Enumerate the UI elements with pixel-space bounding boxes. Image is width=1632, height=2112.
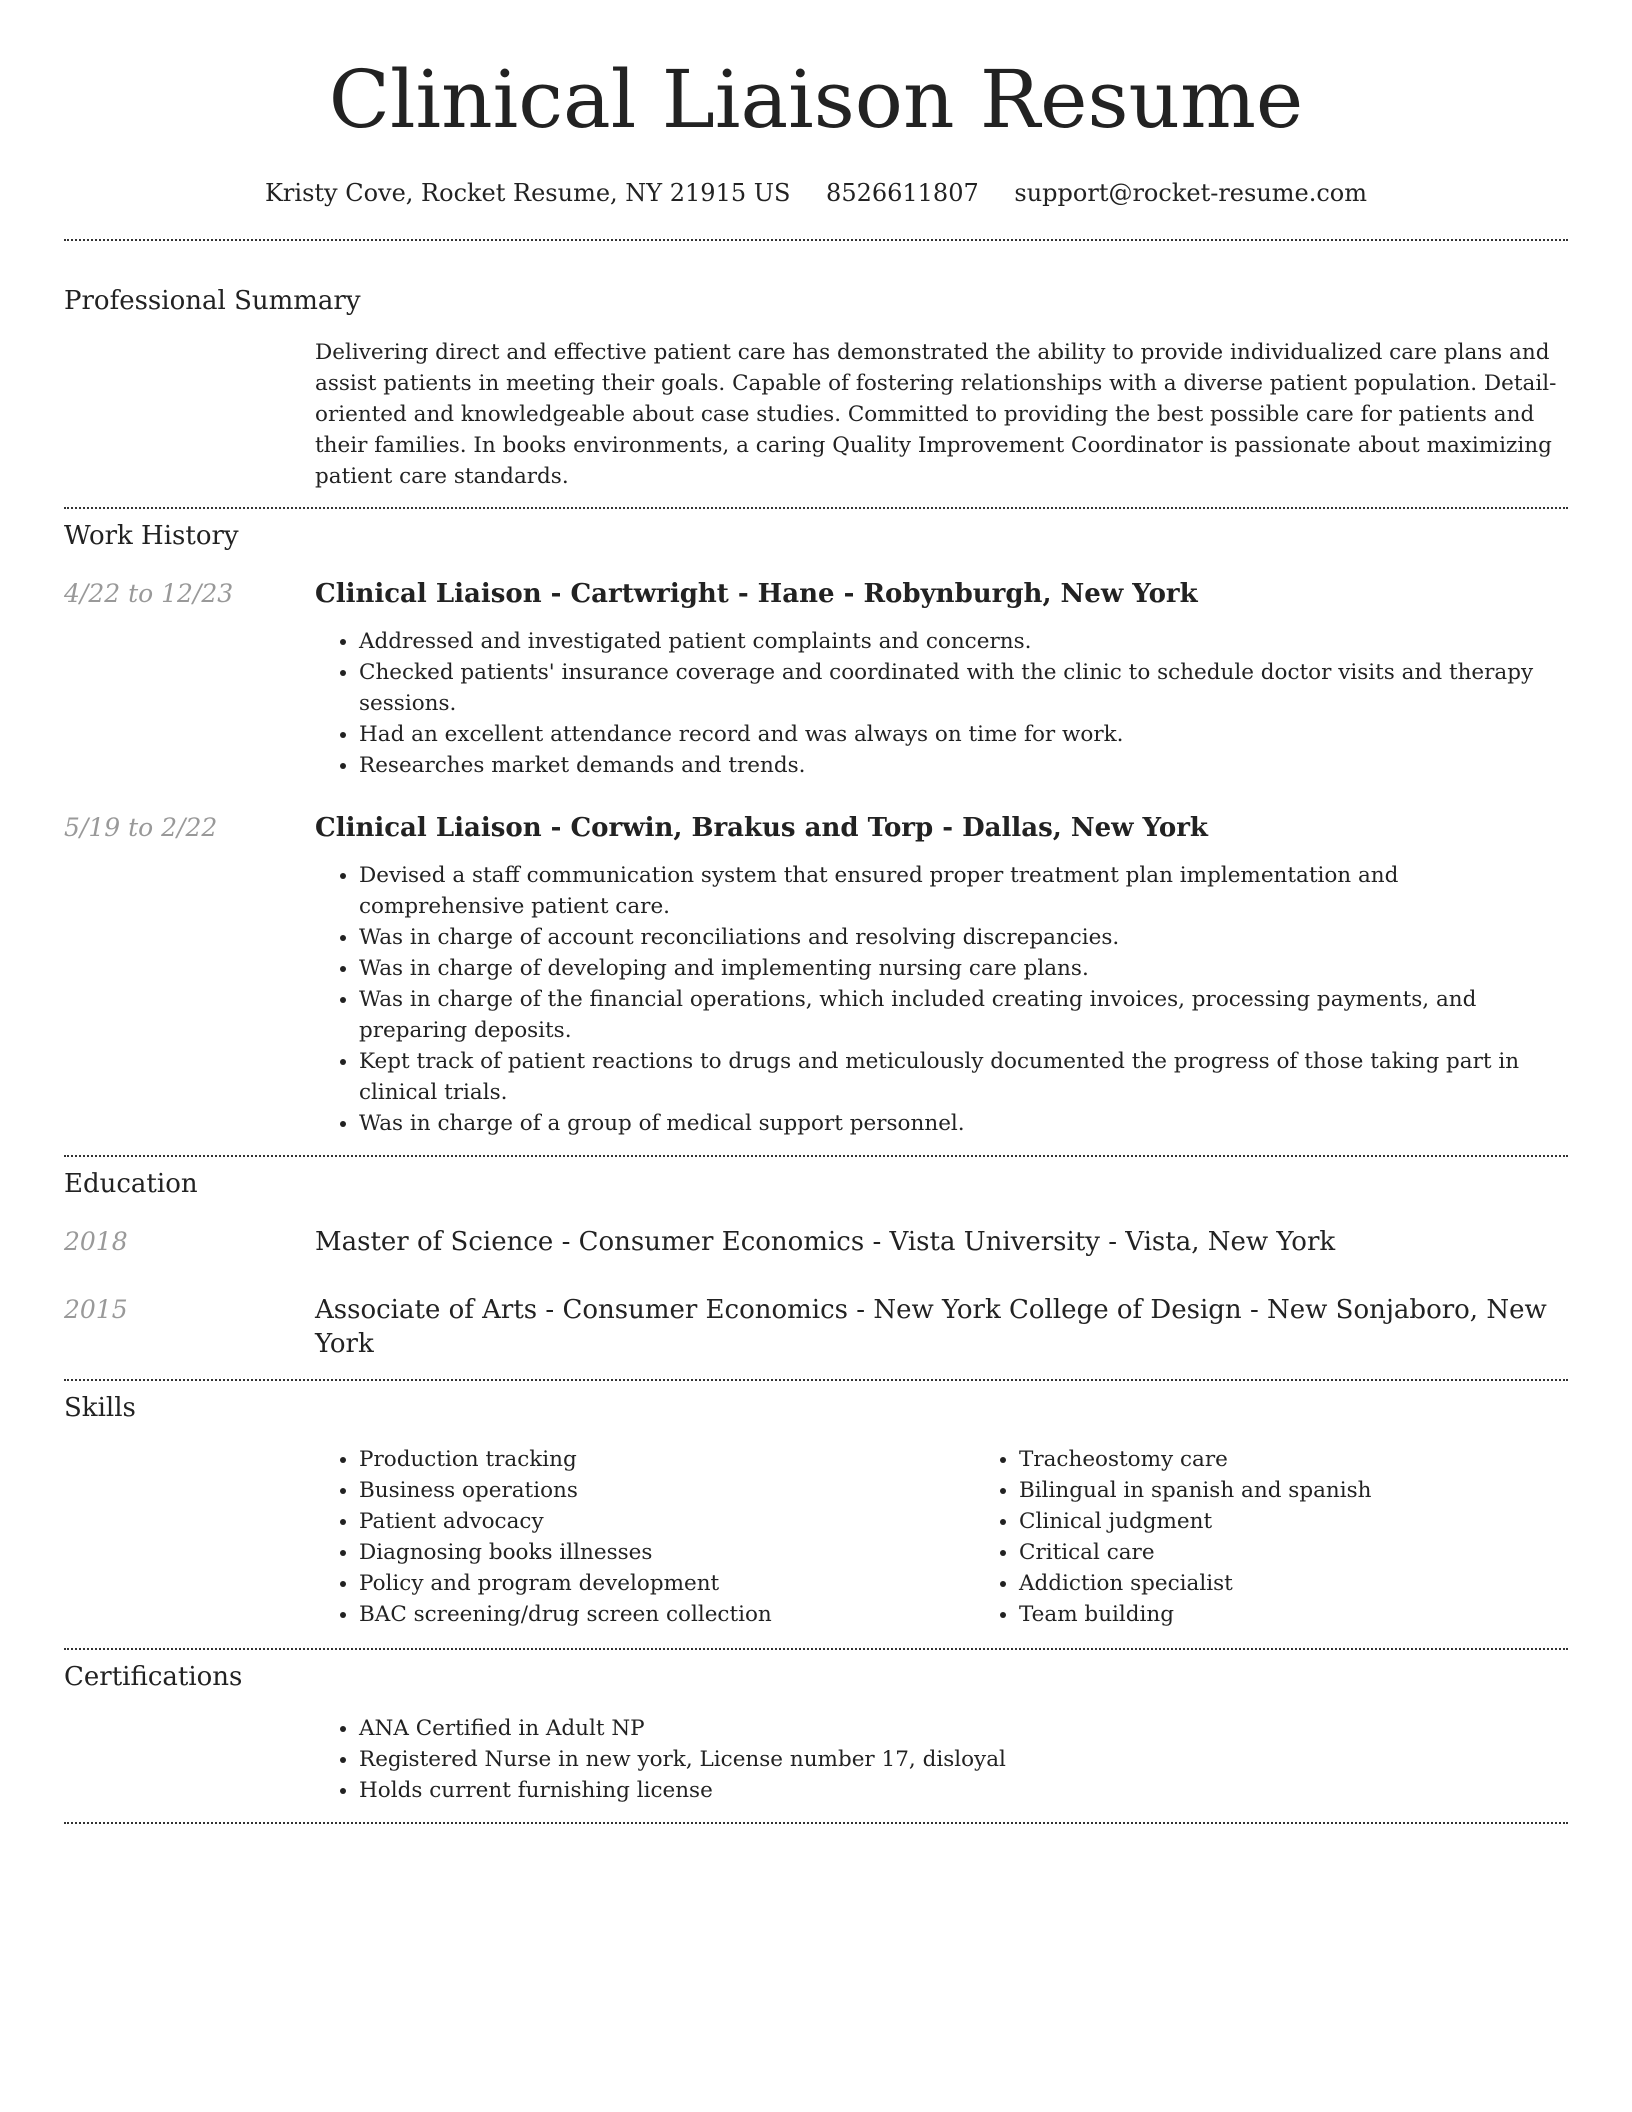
list-item: • Business operations xyxy=(359,1475,975,1506)
skills-list-left xyxy=(315,1444,975,1630)
job-dates: 5/19 to 2/22 xyxy=(64,813,218,842)
list-item: • Registered Nurse in new york, License number 17, disloyal xyxy=(359,1744,1568,1775)
resume-title: Clinical Liaison Resume xyxy=(328,53,1304,146)
work-history-section xyxy=(64,519,1568,1139)
list-item: • ANA Certified in Adult NP xyxy=(359,1713,1568,1744)
education-entry xyxy=(64,1293,1568,1361)
resume-page xyxy=(64,0,1568,1824)
education-year: 2018 xyxy=(64,1227,128,1256)
job-entry xyxy=(64,577,1568,781)
list-item: • Was in charge of account reconciliations and resolving discrepancies. xyxy=(359,922,1568,953)
list-item: • Kept track of patient reactions to drugs and meticulously documented the progress of those taking part in clinical trials. xyxy=(359,1046,1568,1108)
skills-list-right xyxy=(975,1444,1632,1630)
summary-text: Delivering direct and effective patient care has demonstrated the ability to provide individualized care plans and assist patients in meeting their goals. Capable of fostering relationships with a diverse patient population. Detail-oriented and knowledgeable about case studies. Committed to providing the best possible care for patients and their families. In books environments, a caring Quality Improvement Coordinator is passionate about maximizing patient care standards. xyxy=(315,340,1557,489)
list-item: • Addressed and investigated patient complaints and concerns. xyxy=(359,626,1568,657)
divider xyxy=(64,1648,1568,1650)
job-dates: 4/22 to 12/23 xyxy=(64,579,234,608)
certifications-heading: Certifications xyxy=(64,1662,243,1692)
list-item: • Production tracking xyxy=(359,1444,975,1475)
skills-heading: Skills xyxy=(64,1393,136,1423)
job-bullets xyxy=(315,626,1568,781)
summary-heading: Professional Summary xyxy=(64,286,361,316)
work-history-heading: Work History xyxy=(64,521,239,551)
list-item: • Diagnosing books illnesses xyxy=(359,1537,975,1568)
list-item: • Checked patients' insurance coverage and coordinated with the clinic to schedule doctor visits and therapy sessions. xyxy=(359,657,1568,719)
skills-grid xyxy=(315,1444,1632,1630)
job-bullets xyxy=(315,860,1568,1139)
list-item: • Was in charge of a group of medical support personnel. xyxy=(359,1108,1568,1139)
skills-spacer xyxy=(64,1444,315,1630)
list-item: • Clinical judgment xyxy=(1019,1506,1632,1537)
list-item: • BAC screening/drug screen collection xyxy=(359,1599,975,1630)
education-heading: Education xyxy=(64,1169,198,1199)
summary-section xyxy=(64,284,1568,492)
divider xyxy=(64,1822,1568,1824)
education-section xyxy=(64,1167,1568,1361)
list-item: • Addiction specialist xyxy=(1019,1568,1632,1599)
list-item: • Critical care xyxy=(1019,1537,1632,1568)
divider xyxy=(64,1379,1568,1381)
contact-phone: 8526611807 xyxy=(826,179,979,207)
list-item: • Patient advocacy xyxy=(359,1506,975,1537)
job-title: Clinical Liaison - Cartwright - Hane - Robynburgh, New York xyxy=(315,579,1198,609)
certifications-list xyxy=(315,1713,1568,1806)
job-entry xyxy=(64,811,1568,1139)
list-item: • Was in charge of developing and implementing nursing care plans. xyxy=(359,953,1568,984)
education-year: 2015 xyxy=(64,1295,128,1324)
contact-address: Kristy Cove, Rocket Resume, NY 21915 US xyxy=(264,179,791,207)
divider xyxy=(64,507,1568,509)
contact-line xyxy=(64,178,1568,208)
education-text: Master of Science - Consumer Economics - Vista University - Vista, New York xyxy=(315,1227,1336,1257)
list-item: • Team building xyxy=(1019,1599,1632,1630)
certifications-spacer xyxy=(64,1713,315,1806)
education-entry xyxy=(64,1225,1568,1259)
list-item: • Devised a staff communication system that ensured proper treatment plan implementation and comprehensive patient care. xyxy=(359,860,1568,922)
contact-email: support@rocket-resume.com xyxy=(1014,179,1368,207)
job-title: Clinical Liaison - Corwin, Brakus and Torp - Dallas, New York xyxy=(315,813,1208,843)
list-item: • Bilingual in spanish and spanish xyxy=(1019,1475,1632,1506)
divider xyxy=(64,1155,1568,1157)
skills-section xyxy=(64,1391,1568,1630)
summary-spacer xyxy=(64,337,315,492)
list-item: • Had an excellent attendance record and was always on time for work. xyxy=(359,719,1568,750)
list-item: • Policy and program development xyxy=(359,1568,975,1599)
list-item: • Was in charge of the financial operations, which included creating invoices, processing payments, and preparing deposits. xyxy=(359,984,1568,1046)
list-item: • Holds current furnishing license xyxy=(359,1775,1568,1806)
divider xyxy=(64,239,1568,241)
list-item: • Researches market demands and trends. xyxy=(359,750,1568,781)
list-item: • Tracheostomy care xyxy=(1019,1444,1632,1475)
education-text: Associate of Arts - Consumer Economics - New York College of Design - New Sonjaboro, New York xyxy=(315,1295,1547,1359)
certifications-section xyxy=(64,1660,1568,1806)
